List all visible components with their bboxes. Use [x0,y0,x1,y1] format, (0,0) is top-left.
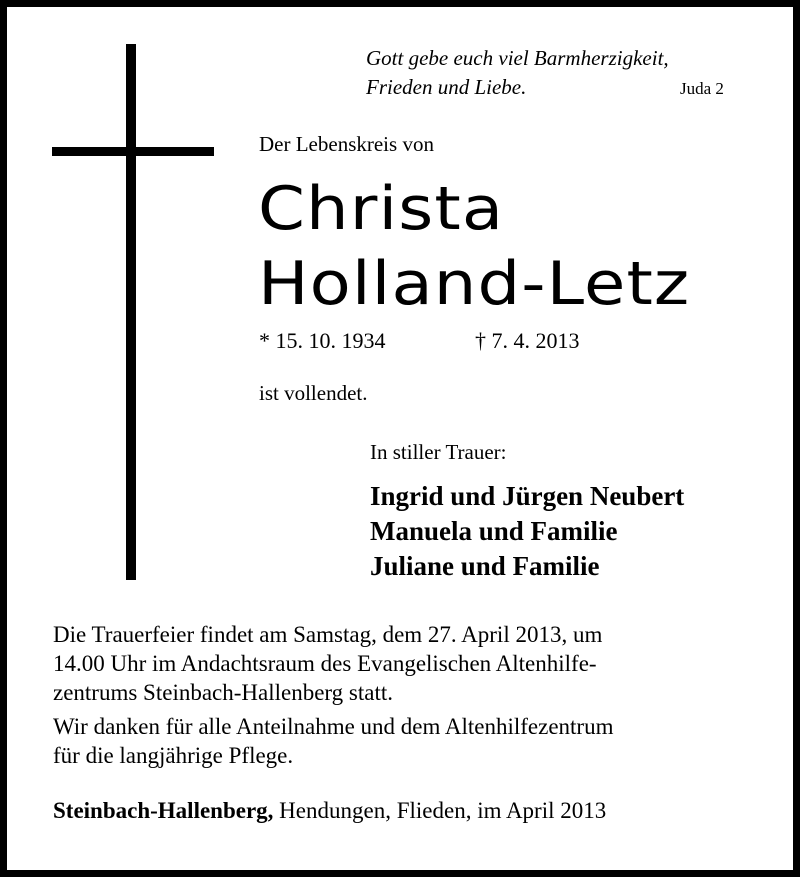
birth-date: * 15. 10. 1934 [259,328,386,353]
thanks-line: Wir danken für alle Anteilnahme und dem Altenhilfezentrum [53,714,614,739]
deceased-last-name: Holland-Letz [258,249,691,319]
thanks-line: für die langjährige Pflege. [53,743,294,768]
closing-line [53,796,606,825]
mourning-label: In stiller Trauer: [370,440,507,464]
funeral-info-line: 14.00 Uhr im Andachtsraum des Evangelischen Altenhilfe- [53,651,597,676]
mourner-name: Ingrid und Jürgen Neubert [370,481,685,511]
funeral-info-line: zentrums Steinbach-Hallenberg statt. [53,680,394,705]
closing-place-bold: Steinbach-Hallenberg, [53,798,274,823]
bible-verse-line-1: Gott gebe euch viel Barmherzigkeit, [366,46,669,70]
death-date: † 7. 4. 2013 [475,328,580,353]
cross-icon-crossbar [52,147,214,156]
intro-text: Der Lebenskreis von [259,132,434,156]
bible-verse-line-2: Frieden und Liebe. [366,75,527,99]
closing-places-date: Hendungen, Flieden, im April 2013 [273,798,607,823]
completed-text: ist vollendet. [259,381,368,405]
mourner-name: Juliane und Familie [370,551,600,581]
deceased-first-name: Christa [258,174,505,244]
funeral-info-line: Die Trauerfeier findet am Samstag, dem 27. April 2013, um [53,622,603,647]
mourner-name: Manuela und Familie [370,516,618,546]
bible-verse-reference: Juda 2 [680,79,724,98]
cross-icon [126,44,136,580]
